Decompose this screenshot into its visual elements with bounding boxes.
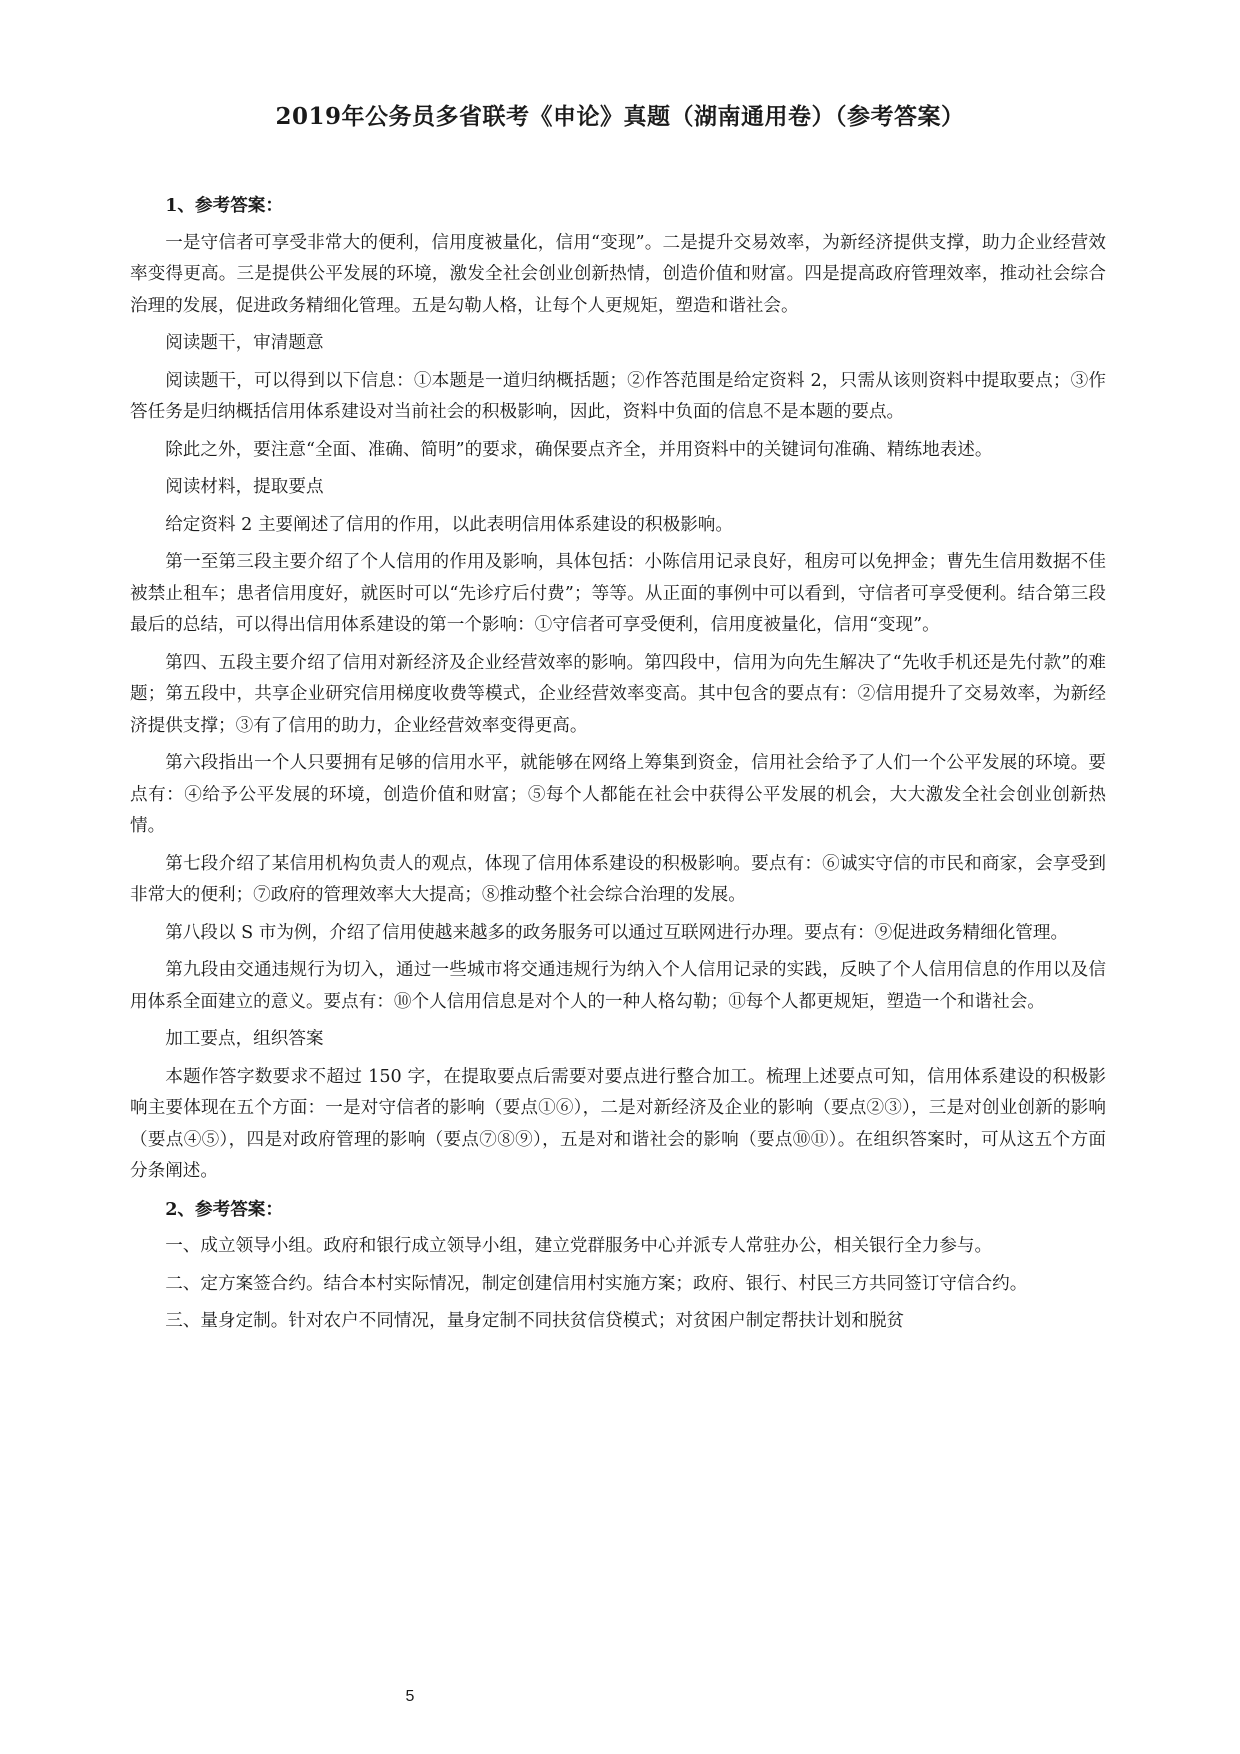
answer-heading-2: 2、参考答案：: [165, 1198, 283, 1220]
section-label-read-question: 阅读题干，审清题意: [165, 333, 324, 353]
paragraph: 一、成立领导小组。政府和银行成立领导小组，建立党群服务中心并派专人常驻办公，相关银行全力参与。: [165, 1236, 993, 1256]
paragraph: 第一至第三段主要介绍了个人信用的作用及影响，具体包括：小陈信用记录良好，租房可以免押金；曹先生信用数据不佳被禁止租车；患者信用度好，就医时可以“先诊疗后付费”；等等。从正面的事例中可以看到，守信者可享受便利。结合第三段最后的总结，可以得出信用体系建设的第一个影响：①守信者可享受便利，信用度被量化，信用“变现”。: [130, 552, 1106, 635]
paragraph: 二、定方案签合约。结合本村实际情况，制定创建信用村实施方案；政府、银行、村民三方共同签订守信合约。: [165, 1273, 1028, 1294]
document-title: 2019年公务员多省联考《申论》真题（湖南通用卷）（参考答案）: [275, 103, 965, 130]
section-label-read-material: 阅读材料，提取要点: [165, 477, 324, 497]
paragraph: 第四、五段主要介绍了信用对新经济及企业经营效率的影响。第四段中，信用为向先生解决了“先收手机还是先付款”的难题；第五段中，共享企业研究信用梯度收费等模式，企业经营效率变高。其中包含的要点有：②信用提升了交易效率，为新经济提供支撑；③有了信用的助力，企业经营效率变得更高。: [130, 652, 1106, 736]
paragraph: 本题作答字数要求不超过 150 字，在提取要点后需要对要点进行整合加工。梳理上述要点可知，信用体系建设的积极影响主要体现在五个方面：一是对守信者的影响（要点①⑥），二是对新经济及企业的影响（要点②③），三是对创业创新的影响（要点④⑤），四是对政府管理的影响（要点⑦⑧⑨），五是对和谐社会的影响（要点⑩⑪）。在组织答案时，可从这五个方面分条阐述。: [130, 1066, 1106, 1181]
document-body: [130, 190, 1106, 1344]
page-number: 5: [405, 1688, 415, 1705]
paragraph: 阅读题干，可以得到以下信息：①本题是一道归纳概括题；②作答范围是给定资料 2，只需从该则资料中提取要点；③作答任务是归纳概括信用体系建设对当前社会的积极影响，因此，资料中负面的信息不是本题的要点。: [130, 370, 1106, 422]
paragraph: 第七段介绍了某信用机构负责人的观点，体现了信用体系建设的积极影响。要点有：⑥诚实守信的市民和商家，会享受到非常大的便利；⑦政府的管理效率大大提高；⑧推动整个社会综合治理的发展。: [130, 853, 1106, 905]
paragraph: 三、量身定制。针对农户不同情况，量身定制不同扶贫信贷模式；对贫困户制定帮扶计划和脱贫: [165, 1311, 905, 1331]
answer-heading-1: 1、参考答案：: [165, 195, 283, 216]
paragraph: 第九段由交通违规行为切入，通过一些城市将交通违规行为纳入个人信用记录的实践，反映了个人信用信息的作用以及信用体系全面建立的意义。要点有：⑩个人信用信息是对个人的一种人格勾勒；⑪每个人都更规矩，塑造一个和谐社会。: [130, 960, 1106, 1012]
paragraph: 除此之外，要注意“全面、准确、简明”的要求，确保要点齐全，并用资料中的关键词句准确、精练地表述。: [165, 439, 993, 460]
paragraph: 第六段指出一个人只要拥有足够的信用水平，就能够在网络上筹集到资金，信用社会给予了人们一个公平发展的环境。要点有：④给予公平发展的环境，创造价值和财富；⑤每个人都能在社会中获得公平发展的机会，大大激发全社会创业创新热情。: [130, 753, 1106, 836]
section-label-organize-answer: 加工要点，组织答案: [165, 1029, 324, 1049]
paragraph: 第八段以 S 市为例，介绍了信用使越来越多的政务服务可以通过互联网进行办理。要点有：⑨促进政务精细化管理。: [165, 922, 1069, 943]
paragraph: 给定资料 2 主要阐述了信用的作用，以此表明信用体系建设的积极影响。: [165, 514, 733, 535]
answer-1-text: 一是守信者可享受非常大的便利，信用度被量化，信用“变现”。二是提升交易效率，为新经济提供支撑，助力企业经营效率变得更高。三是提供公平发展的环境，激发全社会创业创新热情，创造价值和财富。四是提高政府管理效率，推动社会综合治理的发展，促进政务精细化管理。五是勾勒人格，让每个人更规矩，塑造和谐社会。: [130, 232, 1106, 316]
